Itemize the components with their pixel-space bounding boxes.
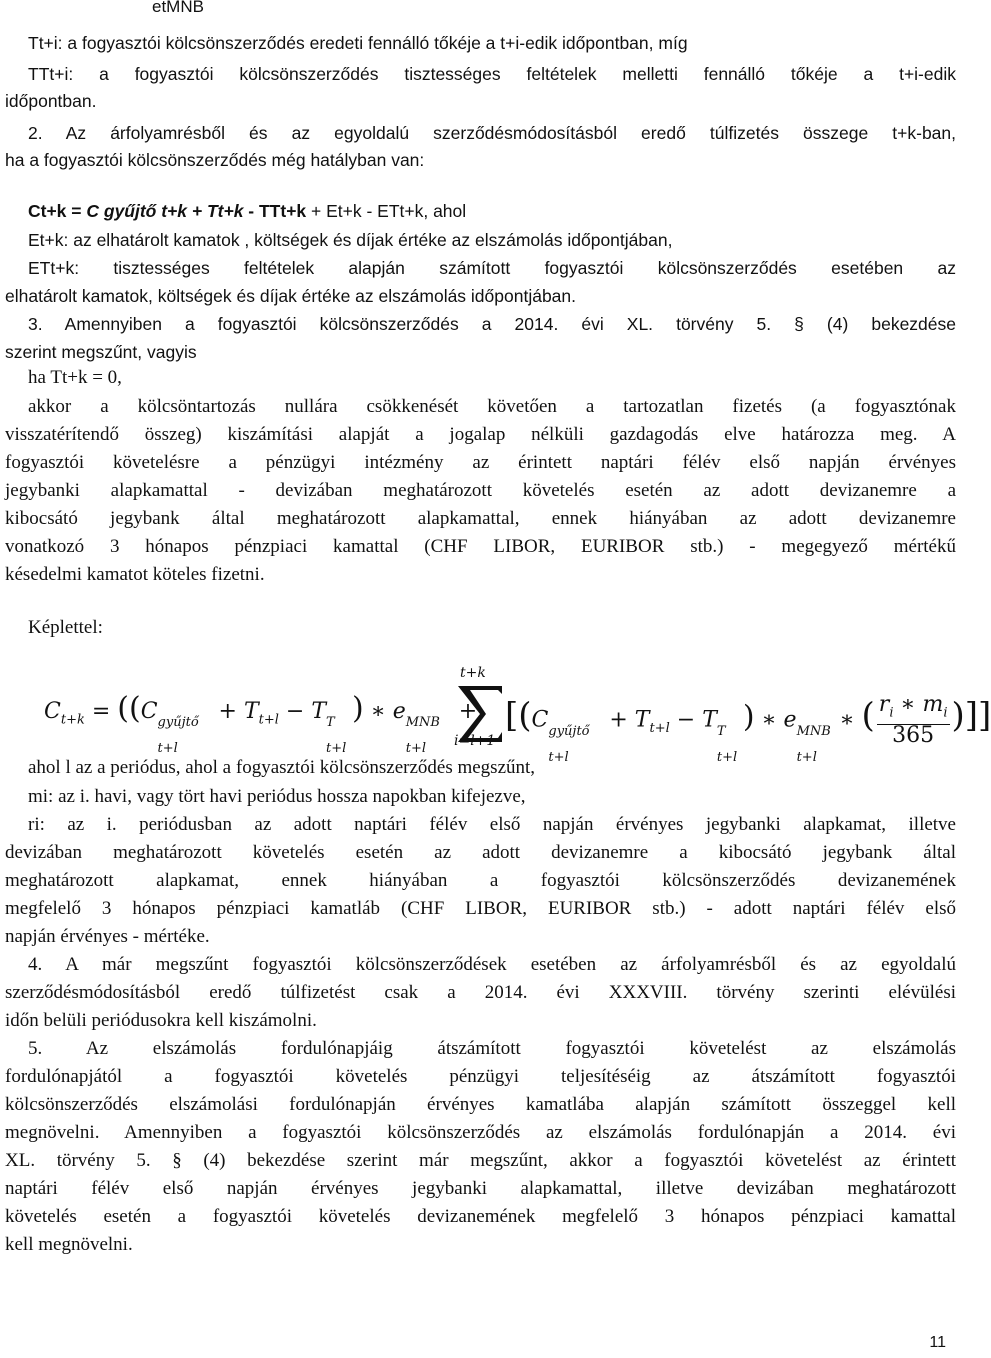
text-line: időpontban. (5, 91, 97, 111)
formula-terms: C gyűjtő t+k + Tt+k (86, 201, 244, 221)
text-line: fogyasztói követelésre a pénzügyi intézmény az érintett naptári félév első napján érvényes (5, 452, 956, 473)
formula-paren-open-3: ( (861, 695, 875, 736)
formula-tt2-sub: t+l (716, 749, 738, 765)
formula-plus-2: + (451, 699, 478, 724)
text-line: TTt+i: a fogyasztói kölcsönszerződés tisztességes feltételek melletti fennálló tőkéje a t+i-edik (28, 64, 956, 84)
text-line: ETt+k: tisztességes feltételek alapján számított fogyasztói kölcsönszerződés esetében az (28, 258, 956, 278)
text-line: meghatározott alapkamat, ennek hiányában a fogyasztói kölcsönszerződés devizanemének (5, 870, 956, 891)
text-line: megfelelő 3 hónapos pénzpiaci kamatláb (CHF LIBOR, EURIBOR stb.) - adott naptári félév első (5, 898, 956, 919)
text-line: ha Tt+k = 0, (28, 367, 122, 388)
formula-c: C (140, 699, 158, 724)
text-line: ahol l az a periódus, ahol a fogyasztói kölcsönszerződés megszűnt, (28, 757, 536, 778)
formula-lhs: Ct+k = (28, 201, 87, 221)
formula-c2-sup: gyűjtő (548, 723, 590, 739)
formula-e-2: e (783, 707, 797, 733)
text-line: ri: az i. periódusban az adott naptári félév első napján érvényes jegybanki alapkamat, illetve (28, 814, 956, 835)
formula-c-2: C (531, 707, 549, 733)
formula-plus-3: + (602, 707, 635, 733)
formula-plus: + (211, 699, 244, 724)
formula-e2-sub: t+l (796, 749, 817, 765)
formula-tt-sup: T (326, 715, 335, 730)
formula-paren-close: ) (352, 691, 364, 726)
formula-times: ∗ (363, 699, 393, 724)
formula-lhs-sub: t+k (60, 712, 85, 728)
text-line: XL. törvény 5. § (4) bekezdése szerint már megszűnt, akkor a fogyasztói követelést az érintett (5, 1150, 956, 1171)
formula-fraction-num: $r_i$ ∗ $m_i$ (877, 694, 950, 725)
formula-lhs-c: C (44, 699, 61, 724)
text-line: megnövelni. Amennyiben a fogyasztói kölcsönszerződés az elszámolás fordulónapján a 2014. évi (5, 1122, 956, 1143)
formula-minus-2: − (669, 707, 703, 733)
text-line: követelés esetén a fogyasztói követelés devizanemének megfelelő 3 hónapos pénzpiaci kamattal (5, 1206, 956, 1227)
formula-bracket-open: [( (505, 695, 532, 736)
formula-tt-sub: t+l (326, 741, 347, 756)
text-line: Et+k: az elhatárolt kamatok , költségek és díjak értéke az elszámolás időpontjában, (28, 230, 673, 250)
text-line: jegybanki alapkamattal - devizában meghatározott követelés esetén az adott devizanemre a (5, 480, 956, 501)
text-line: vonatkozó 3 hónapos pénzpiaci kamattal (CHF LIBOR, EURIBOR stb.) - megegyező mértékű (5, 536, 956, 557)
text-line: devizában meghatározott követelés esetén az adott devizanemre a kibocsátó jegybank által (5, 842, 956, 863)
sum-top: t+k (460, 665, 486, 681)
formula-tt: T (311, 699, 327, 724)
formula-bracket-close: )]] (951, 695, 991, 736)
text-line: napján érvényes - mértéke. (5, 926, 210, 947)
text-line: 3. Amennyiben a fogyasztói kölcsönszerződés a 2014. évi XL. törvény 5. § (4) bekezdése (28, 314, 956, 334)
formula-t-sub: t+l (258, 712, 279, 728)
formula-fraction-den: 365 (892, 723, 935, 749)
page-number: 11 (929, 1334, 946, 1351)
formula-c-sub: t+l (157, 741, 178, 756)
formula-rest: + Et+k - ETt+k, ahol (306, 201, 467, 221)
text-line: 2. Az árfolyamrésből és az egyoldalú szerződésmódosításból eredő túlfizetés összege t+k-ban, (28, 123, 956, 143)
text-line: kibocsátó jegybank által meghatározott alapkamattal, ennek hiányában az adott devizanemre (5, 508, 956, 529)
text-line: visszatérítendő összeg) kiszámítási alapját a jogalap nélküli gazdagodás elve határozza meg. A (5, 424, 956, 445)
formula-line (28, 200, 466, 222)
text-line: akkor a kölcsöntartozás nullára csökkenését követően a tartozatlan fizetés (a fogyasztónak (28, 396, 956, 417)
text-line: szerint megszűnt, vagyis (5, 342, 197, 362)
formula-label: Képlettel: (28, 617, 103, 638)
formula-e-sub: t+l (405, 741, 427, 756)
text-line: kölcsönszerződés elszámolási fordulónapján érvényes kamatlába alapján számított összeggel kell (5, 1094, 956, 1115)
formula-equals: = (84, 699, 118, 724)
formula-tt: - TTt+k (243, 201, 307, 221)
formula-c2-sub: t+l (548, 749, 569, 765)
formula-times-3: ∗ (832, 707, 862, 733)
formula-paren-open: (( (117, 691, 141, 726)
formula-e2-sup: MNB (796, 723, 831, 739)
text-line: 4. A már megszűnt fogyasztói kölcsönszerződések esetében az árfolyamrésből és az egyoldalú (28, 954, 956, 975)
text-line: 5. Az elszámolás fordulónapjáig átszámított fogyasztói követelést az elszámolás (28, 1038, 956, 1059)
formula-c-sup: gyűjtő (157, 715, 199, 730)
sum-bottom: i=l+1 (454, 733, 496, 749)
formula-t-2: T (634, 707, 650, 733)
formula-display-right (505, 692, 991, 765)
text-line: elhatárolt kamatok, költségek és díjak értéke az elszámolás időpontjában. (5, 286, 577, 306)
formula-e-sup: MNB (405, 715, 440, 730)
text-line: ha a fogyasztói kölcsönszerződés még hatályban van: (5, 150, 425, 170)
formula-paren-close-2: ) (742, 699, 755, 735)
text-line: Tt+i: a fogyasztói kölcsönszerződés eredeti fennálló tőkéje a t+i-edik időpontban, míg (28, 33, 688, 53)
formula-tt-2: T (702, 707, 717, 733)
text-line: késedelmi kamatot köteles fizetni. (5, 564, 265, 585)
formula-t2-sub: t+l (649, 721, 670, 737)
formula-t: T (243, 699, 259, 724)
text-line: időn belüli periódusokra kell kiszámolni. (5, 1010, 317, 1031)
header-label: etMNB (152, 0, 204, 16)
formula-times-2: ∗ (754, 707, 784, 733)
formula-tt2-sup: T (716, 723, 726, 739)
text-line: kell megnövelni. (5, 1234, 133, 1255)
formula-fraction (877, 694, 950, 747)
formula-minus: − (278, 699, 312, 724)
text-line: fordulónapjától a fogyasztói követelés pénzügyi teljesítéséig az átszámított fogyasztói (5, 1066, 956, 1087)
text-line: mi: az i. havi, vagy tört havi periódus hossza napokban kifejezve, (28, 786, 526, 807)
text-line: naptári félév első napján érvényes jegybanki alapkamattal, illetve devizában meghatározott (5, 1178, 956, 1199)
formula-e: e (392, 699, 406, 724)
text-line: szerződésmódosításból eredő túlfizetést csak a 2014. évi XXXVIII. törvény szerinti elévülési (5, 982, 956, 1003)
